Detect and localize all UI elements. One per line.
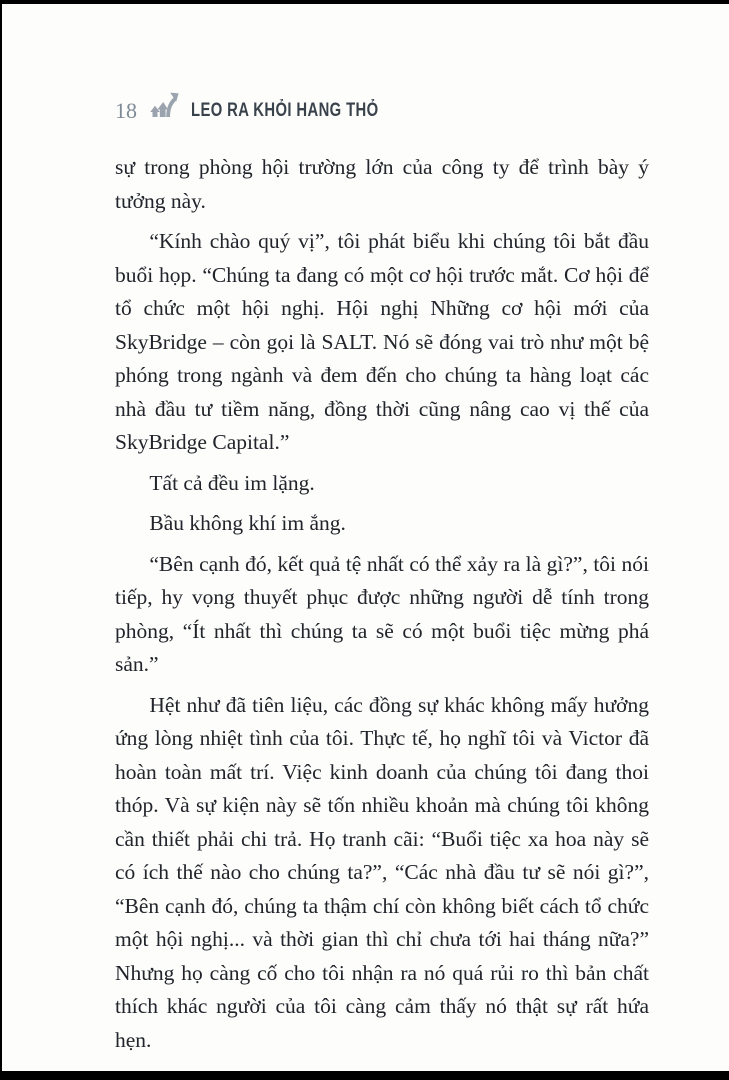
paragraph: Tất cả đều im lặng. bbox=[149, 470, 315, 495]
page-number: 18 bbox=[115, 98, 137, 123]
book-title: LEO RA KHỎI HANG THỎ bbox=[191, 100, 379, 121]
scan-edge-left bbox=[0, 0, 2, 1080]
scan-edge-bottom bbox=[0, 1071, 729, 1080]
scan-edge-top bbox=[0, 0, 729, 4]
paragraph: “Kính chào quý vị”, tôi phát biểu khi chúng tôi bắt đầu buổi họp. “Chúng ta đang có một cơ hội trước mắt. Cơ hội để tổ chức một hội nghị. Hội nghị Những cơ hội mới của SkyBridge – còn gọi là SALT. Nó sẽ đóng vai trò như một bệ phóng trong ngành và đem đến cho chúng ta hàng loạt các nhà đầu tư tiềm năng, đồng thời cũng nâng cao vị thế của SkyBridge Capital.” bbox=[115, 229, 649, 454]
paragraph: “Bên cạnh đó, kết quả tệ nhất có thể xảy ra là gì?”, tôi nói tiếp, hy vọng thuyết phục được những người dễ tính trong phòng, “Ít nhất thì chúng ta sẽ có một buổi tiệc mừng phá sản.” bbox=[115, 551, 649, 676]
paragraph: Bầu không khí im ắng. bbox=[149, 511, 346, 535]
paragraph: sự trong phòng hội trường lớn của công ty để trình bày ý tưởng này. bbox=[115, 155, 649, 213]
page-header bbox=[115, 94, 431, 128]
growth-arrows-icon bbox=[147, 91, 179, 127]
paragraph: Hệt như đã tiên liệu, các đồng sự khác không mấy hưởng ứng lòng nhiệt tình của tôi. Thực tế, họ nghĩ tôi và Victor đã hoàn toàn mất trí. Việc kinh doanh của chúng tôi đang thoi thóp. Và sự kiện này sẽ tốn nhiều khoản mà chúng tôi không cần thiết phải chi trả. Họ tranh cãi: “Buổi tiệc xa hoa này sẽ có ích thế nào cho chúng ta?”, “Các nhà đầu tư sẽ nói gì?”, “Bên cạnh đó, chúng ta thậm chí còn không biết cách tổ chức một hội nghị... và thời gian thì chỉ chưa tới hai tháng nữa?” Nhưng họ càng cố cho tôi nhận ra nó quá rủi ro thì bản chất thích khác người của tôi càng cảm thấy nó thật sự rất hứa hẹn. bbox=[115, 692, 649, 1052]
text-block bbox=[115, 151, 649, 1064]
